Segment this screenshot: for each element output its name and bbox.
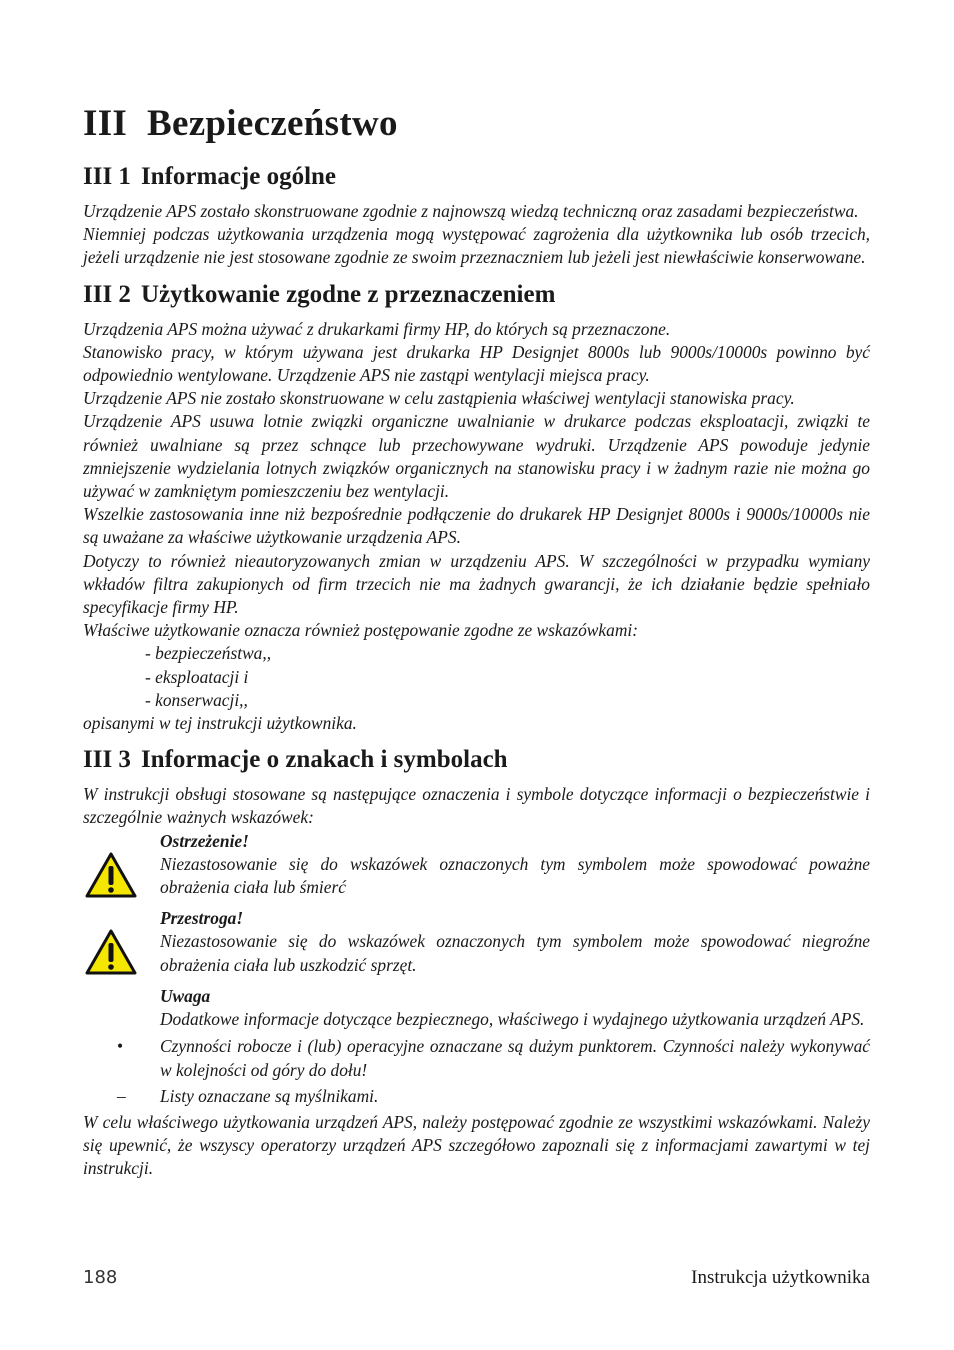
- paragraph: Urządzenie APS zostało skonstruowane zgodnie z najnowszą wiedzą techniczną oraz zasadami bezpieczeństwa.: [83, 201, 859, 221]
- symbol-label: Uwaga: [160, 985, 211, 1006]
- symbol-caution: [83, 907, 870, 977]
- section-heading: III 2 Użytkowanie zgodne z przeznaczeniem: [83, 280, 556, 308]
- dash-item: – Listy oznaczane są myślnikami.: [83, 1085, 870, 1108]
- paragraph: Stanowisko pracy, w którym używana jest drukarka HP Designjet 8000s lub 9000s/10000s powinno być odpowiednio wentylowane. Urządzenie APS nie zastąpi wentylacji miejsca pracy.: [83, 341, 870, 386]
- paragraph: Wszelkie zastosowania inne niż bezpośrednie podłączenie do drukarek HP Designjet 8000s i 9000s/10000s nie są uważane za właściwe użytkowanie urządzenia APS.: [83, 504, 870, 548]
- list-item: - eksploatacji i: [145, 666, 249, 687]
- warning-triangle-icon: [85, 852, 137, 898]
- paragraph: Niemniej podczas użytkowania urządzenia mogą występować zagrożenia dla użytkownika lub osób trzecich, jeżeli urządzenie nie jest stosowane zgodnie ze swoim przeznaczniem lub jeżeli jest niewłaściwie konserwowane.: [83, 224, 870, 268]
- symbol-text: Dodatkowe informacje dotyczące bezpiecznego, właściwego i wydajnego użytkowania urządzeń APS.: [160, 1009, 865, 1030]
- warning-triangle-icon: [85, 929, 137, 975]
- symbol-text: Niezastosowanie się do wskazówek oznaczonych tym symbolem może spowodować niegroźne obrażenia ciała lub uszkodzić sprzęt.: [160, 931, 870, 975]
- section-heading: III 3 Informacje o znakach i symbolach: [83, 746, 508, 774]
- paragraph: Właściwe użytkowanie oznacza również postępowanie zgodne ze wskazówkami:: [83, 620, 638, 641]
- list-item: - bezpieczeństwa,,: [145, 643, 272, 664]
- paragraph: Urządzenie APS usuwa lotnie związki organiczne uwalnianie w drukarce podczas eksploatacji, związki te również uwalniane są przez schnące lub przechowywane wydruki. Urządzenie APS powoduje jedynie zmniejszenie wydzielania lotnych związków organicznych na stanowisku pracy i w żadnym razie nie można go używać w zamkniętym pomieszczeniu bez wentylacji.: [83, 411, 870, 502]
- chapter-title: III Bezpieczeństwo: [83, 103, 398, 144]
- paragraph: Urządzenie APS nie zostało skonstruowane w celu zastąpienia właściwej wentylacji stanowiska pracy.: [83, 388, 795, 409]
- paragraph: W instrukcji obsługi stosowane są następujące oznaczenia i symbole dotyczące informacji o bezpieczeństwie i szczególnie ważnych wskazówek:: [83, 784, 870, 828]
- paragraph: opisanymi w tej instrukcji użytkownika.: [83, 713, 357, 734]
- symbol-text: Niezastosowanie się do wskazówek oznaczonych tym symbolem może spowodować poważne obrażenia ciała lub śmierć: [160, 853, 870, 898]
- section-heading: III 1 Informacje ogólne: [83, 163, 337, 190]
- bullet-item: • Czynności robocze i (lub) operacyjne oznaczane są dużym punktorem. Czynności należy wykonywać w kolejności od góry do dołu!: [117, 1036, 870, 1080]
- section-symbols: [83, 743, 870, 1180]
- paragraph: Dotyczy to również nieautoryzowanych zmian w urządzeniu APS. W szczególności w przypadku wymiany wkładów filtra zakupionych od firm trzecich nie ma żadnych gwarancji, że ich działanie będzie spełniało specyfikacje firmy HP.: [83, 550, 870, 618]
- symbol-note: [83, 985, 870, 1031]
- footer-title: Instrukcja użytkownika: [691, 1267, 870, 1288]
- dash-mark: –: [117, 1085, 126, 1106]
- page-content: [83, 100, 870, 1189]
- section-intended-use: [83, 278, 870, 736]
- bullet-mark: •: [117, 1036, 124, 1057]
- symbol-label: Przestroga!: [160, 908, 244, 929]
- section-general-info: [83, 160, 870, 270]
- paragraph: W celu właściwego użytkowania urządzeń APS, należy postępować zgodnie ze wszystkimi wskazówkami. Należy się upewnić, że wszyscy operatorzy urządzeń APS szczegółowo zapoznali się z informacjami zawartymi w tej instrukcji.: [83, 1111, 870, 1179]
- list-item: - konserwacji,,: [145, 689, 248, 710]
- symbol-label: Ostrzeżenie!: [160, 830, 249, 851]
- page-number: 188: [83, 1267, 118, 1288]
- symbol-warning: [83, 830, 870, 900]
- paragraph: Urządzenia APS można używać z drukarkami firmy HP, do których są przeznaczone.: [83, 318, 671, 339]
